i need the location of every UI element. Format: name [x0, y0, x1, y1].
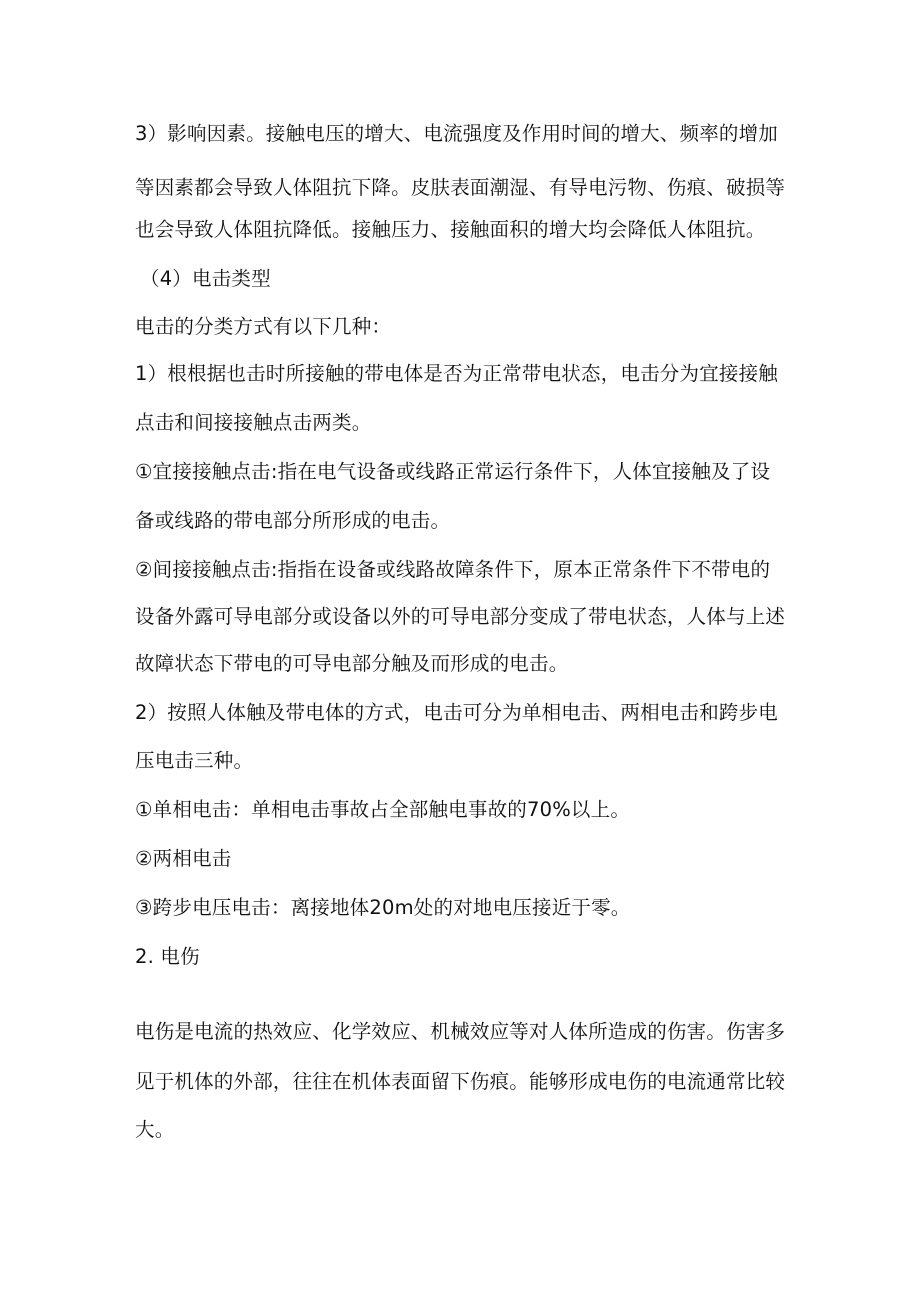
section-heading: 2. 电伤 — [135, 945, 200, 968]
paragraph-line: ②间接接触点击:指指在设备或线路故障条件下，原本正常条件下不带电的 — [135, 558, 771, 581]
paragraph-line: 1）根根据也击时所接触的带电体是否为正常带电状态，电击分为宜接接触 — [135, 362, 779, 385]
paragraph-line: 故障状态下带电的可导电部分触及而形成的电击。 — [135, 652, 569, 675]
section-heading: （4）电击类型 — [140, 267, 271, 290]
paragraph-line: 点击和间接接触点击两类。 — [135, 411, 372, 434]
paragraph-line: 设备外露可导电部分或设备以外的可导电部分变成了带电状态，人体与上述 — [135, 605, 786, 628]
paragraph-line: 3）影响因素。接触电压的增大、电流强度及作用时间的增大、频率的增加 — [135, 122, 779, 145]
paragraph-line: 大。 — [135, 1118, 175, 1141]
paragraph-line: ①宜接接触点击:指在电气设备或线路正常运行条件下，人体宜接触及了设 — [135, 460, 771, 483]
paragraph-line: 2）按照人体触及带电体的方式，电击可分为单相电击、两相电击和跨步电 — [135, 701, 779, 724]
paragraph-line: 也会导致人体阻抗降低。接触压力、接触面积的增大均会降低人体阻抗。 — [135, 218, 766, 241]
paragraph-line: ②两相电击 — [135, 847, 232, 870]
paragraph-line: 备或线路的带电部分所形成的电击。 — [135, 509, 451, 532]
paragraph-line: 见于机体的外部，往往在机体表面留下伤痕。能够形成电伤的电流通常比较 — [135, 1070, 786, 1093]
paragraph-line: 压电击三种。 — [135, 749, 254, 772]
paragraph-line: ③跨步电压电击：离接地体20m处的对地电压接近于零。 — [135, 896, 631, 919]
paragraph-line: 等因素都会导致人体阻抗下降。皮肤表面潮湿、有导电污物、伤痕、破损等 — [135, 176, 786, 199]
paragraph-line: 电击的分类方式有以下几种： — [135, 315, 392, 338]
paragraph-line: ①单相电击：单相电击事故占全部触电事故的70%以上。 — [135, 798, 631, 821]
paragraph-line: 电伤是电流的热效应、化学效应、机械效应等对人体所造成的伤害。伤害多 — [135, 1020, 786, 1043]
